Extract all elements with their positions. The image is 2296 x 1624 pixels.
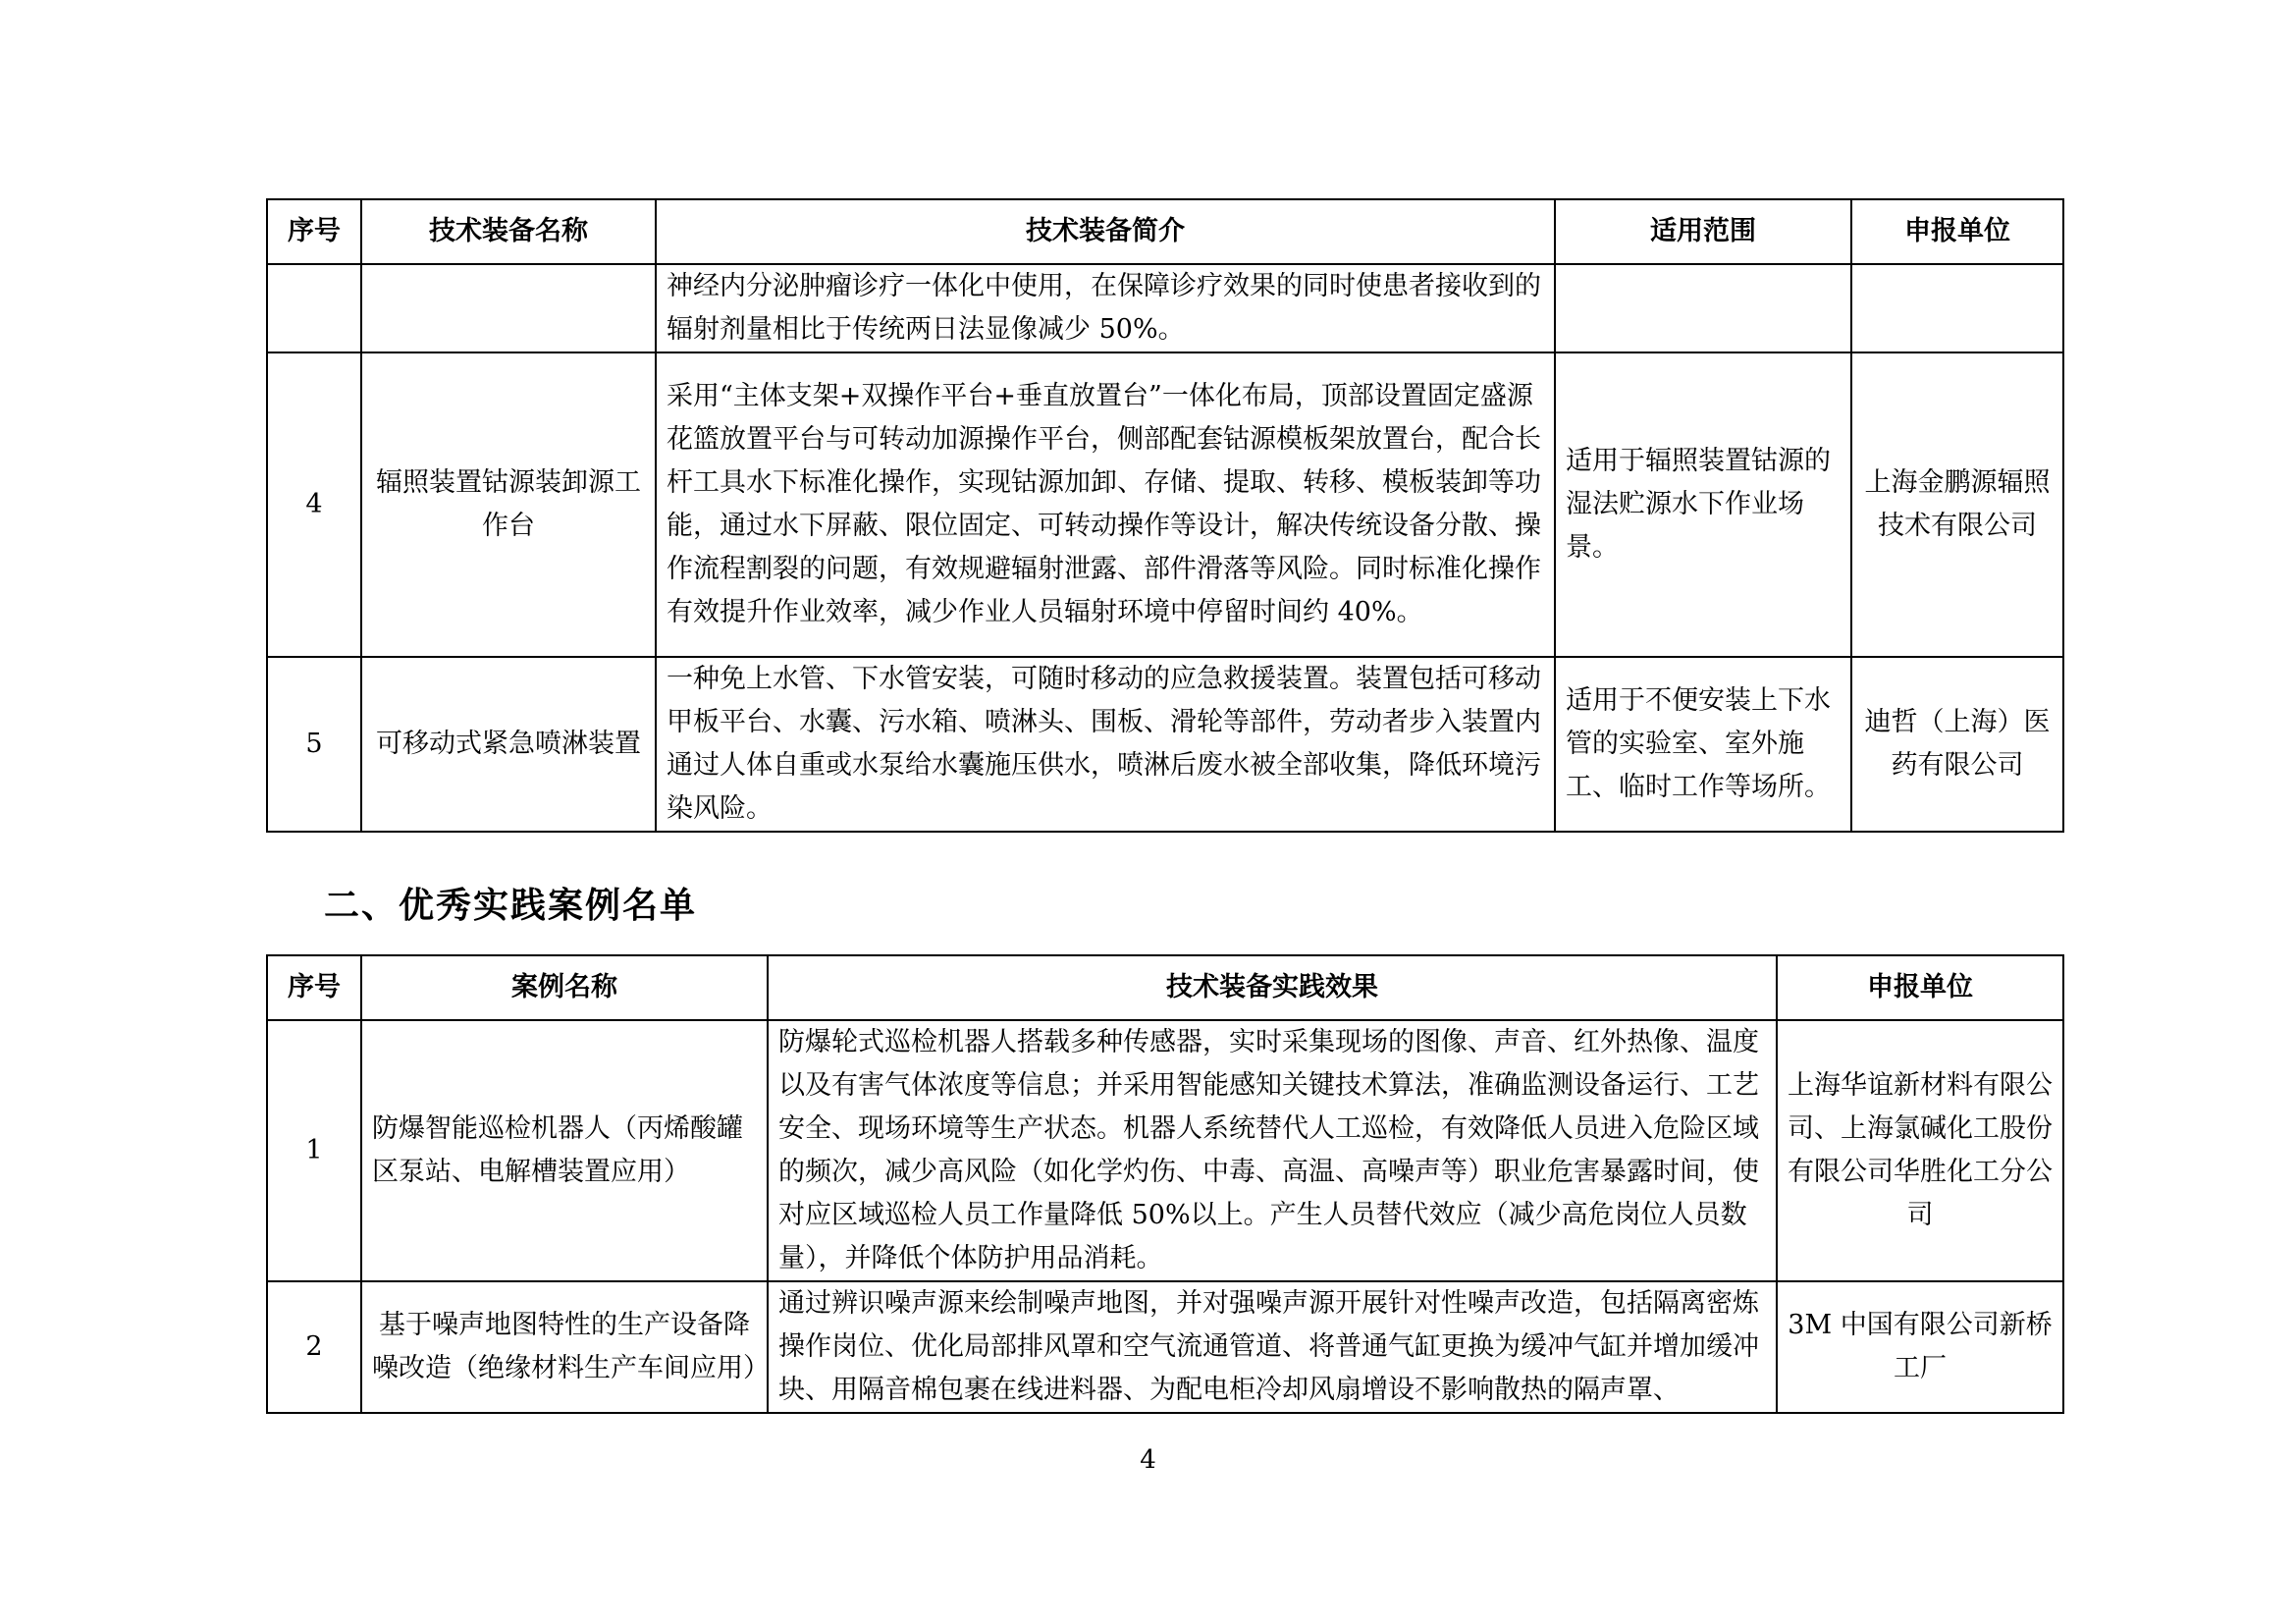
header-scope: 适用范围: [1555, 199, 1851, 264]
row-unit: [1851, 264, 2063, 352]
header-equipment-intro: 技术装备简介: [656, 199, 1555, 264]
row-no: 5: [267, 657, 361, 832]
page-number: 4: [1140, 1445, 1156, 1475]
row-effect: 防爆轮式巡检机器人搭载多种传感器，实时采集现场的图像、声音、红外热像、温度以及有害气体浓度等信息；并采用智能感知关键技术算法，准确监测设备运行、工艺安全、现场环境等生产状态。机器人系统替代人工巡检，有效降低人员进入危险区域的频次，减少高风险（如化学灼伤、中毒、高温、高噪声等）职业危害暴露时间，使对应区域巡检人员工作量降低 50%以上。产生人员替代效应（减少高危岗位人员数量），并降低个体防护用品消耗。: [768, 1020, 1777, 1281]
row-unit: 上海金鹏源辐照技术有限公司: [1851, 352, 2063, 657]
header-case-name: 案例名称: [361, 955, 768, 1020]
row-no: 1: [267, 1020, 361, 1281]
header-no: 序号: [267, 199, 361, 264]
row-no: [267, 264, 361, 352]
practice-cases-table: [266, 954, 2064, 1414]
row-desc: 采用“主体支架+双操作平台+垂直放置台”一体化布局，顶部设置固定盛源花篮放置平台与可转动加源操作平台，侧部配套钴源模板架放置台，配合长杆工具水下标准化操作，实现钴源加卸、存储、提取、转移、模板装卸等功能，通过水下屏蔽、限位固定、可转动操作等设计，解决传统设备分散、操作流程割裂的问题，有效规避辐射泄露、部件滑落等风险。同时标准化操作有效提升作业效率，减少作业人员辐射环境中停留时间约 40%。: [656, 352, 1555, 657]
row-scope: [1555, 264, 1851, 352]
header-unit: 申报单位: [1777, 955, 2063, 1020]
table-row: [267, 352, 2063, 657]
table-row: [267, 1020, 2063, 1281]
header-equipment-name: 技术装备名称: [361, 199, 656, 264]
row-unit: 迪哲（上海）医药有限公司: [1851, 657, 2063, 832]
row-name: [361, 264, 656, 352]
table-header-row: [267, 955, 2063, 1020]
row-effect: 通过辨识噪声源来绘制噪声地图，并对强噪声源开展针对性噪声改造，包括隔离密炼操作岗位、优化局部排风罩和空气流通管道、将普通气缸更换为缓冲气缸并增加缓冲块、用隔音棉包裹在线进料器、为配电柜冷却风扇增设不影响散热的隔声罩、: [768, 1281, 1777, 1413]
row-unit: 上海华谊新材料有限公司、上海氯碱化工股份有限公司华胜化工分公司: [1777, 1020, 2063, 1281]
row-no: 4: [267, 352, 361, 657]
header-unit: 申报单位: [1851, 199, 2063, 264]
row-scope: 适用于辐照装置钴源的湿法贮源水下作业场景。: [1555, 352, 1851, 657]
row-desc: 一种免上水管、下水管安装，可随时移动的应急救援装置。装置包括可移动甲板平台、水囊、污水箱、喷淋头、围板、滑轮等部件，劳动者步入装置内通过人体自重或水泵给水囊施压供水，喷淋后废水被全部收集，降低环境污染风险。: [656, 657, 1555, 832]
row-name: 防爆智能巡检机器人（丙烯酸罐区泵站、电解槽装置应用）: [361, 1020, 768, 1281]
row-desc: 神经内分泌肿瘤诊疗一体化中使用，在保障诊疗效果的同时使患者接收到的辐射剂量相比于传统两日法显像减少 50%。: [656, 264, 1555, 352]
section-heading: 二、优秀实践案例名单: [324, 885, 698, 926]
header-practice-effect: 技术装备实践效果: [768, 955, 1777, 1020]
row-name: 辐照装置钴源装卸源工作台: [361, 352, 656, 657]
row-scope: 适用于不便安装上下水管的实验室、室外施工、临时工作等场所。: [1555, 657, 1851, 832]
table-row: [267, 264, 2063, 352]
table-row: [267, 657, 2063, 832]
row-name: 基于噪声地图特性的生产设备降噪改造（绝缘材料生产车间应用）: [361, 1281, 768, 1413]
table-row: [267, 1281, 2063, 1413]
row-name: 可移动式紧急喷淋装置: [361, 657, 656, 832]
row-unit: 3M 中国有限公司新桥工厂: [1777, 1281, 2063, 1413]
table-header-row: [267, 199, 2063, 264]
header-no: 序号: [267, 955, 361, 1020]
row-no: 2: [267, 1281, 361, 1413]
equipment-table: [266, 198, 2064, 833]
